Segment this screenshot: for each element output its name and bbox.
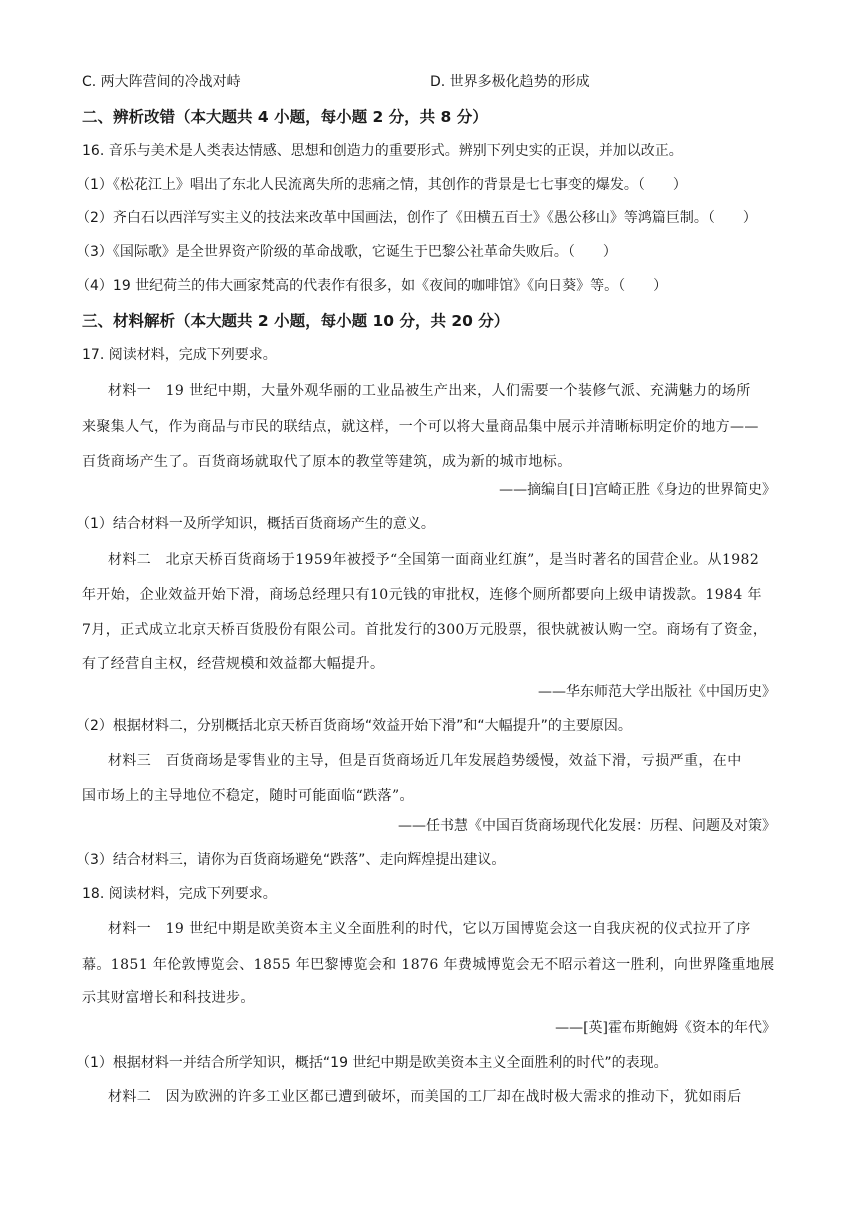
q18-material-2-line: 材料二 因为欧洲的许多工业区都已遭到破坏，而美国的工厂却在战时极大需求的推动下，犹如雨后 xyxy=(108,1089,742,1105)
q17-question-2: （2）根据材料二，分别概括北京天桥百货商场“效益开始下滑”和“大幅提升”的主要原因。 xyxy=(76,718,632,734)
q16-item-4: （4）19 世纪荷兰的伟大画家梵高的代表作有很多，如《夜间的咖啡馆》《向日葵》等。（ ） xyxy=(76,278,668,294)
q17-material-1-source: ——摘编自[日]宫崎正胜《身边的世界简史》 xyxy=(499,482,776,498)
q17-material-2-line: 有了经营自主权，经营规模和效益都大幅提升。 xyxy=(82,656,385,672)
q16-item-3: （3）《国际歌》是全世界资产阶级的革命战歌，它诞生于巴黎公社革命失败后。（ ） xyxy=(76,244,617,260)
q16-item-1: （1）《松花江上》唱出了东北人民流离失所的悲痛之情，其创作的背景是七七事变的爆发。（ ） xyxy=(76,177,687,193)
q18-question-1: （1）根据材料一并结合所学知识，概括“19 世纪中期是欧美资本主义全面胜利的时代”的表现。 xyxy=(76,1055,668,1071)
q17-material-1-line: 材料一 19 世纪中期，大量外观华丽的工业品被生产出来，人们需要一个装修气派、充满魅力的场所 xyxy=(108,383,751,399)
q17-material-2-source: ——华东师范大学出版社《中国历史》 xyxy=(538,684,776,700)
q18-stem: 18. 阅读材料，完成下列要求。 xyxy=(82,886,277,902)
q17-material-2-line: 年开始，企业效益开始下滑，商场总经理只有10元钱的审批权，连修个厕所都要向上级申请拨款。1984 年 xyxy=(82,587,762,603)
q17-stem: 17. 阅读材料，完成下列要求。 xyxy=(82,347,277,363)
q17-question-1: （1）结合材料一及所学知识，概括百货商场产生的意义。 xyxy=(76,516,435,532)
section-2-heading: 二、辨析改错（本大题共 4 小题，每小题 2 分，共 8 分） xyxy=(82,108,488,126)
q16-stem: 16. 音乐与美术是人类表达情感、思想和创造力的重要形式。辨别下列史实的正误，并加以改正。 xyxy=(82,143,683,159)
option-c: C. 两大阵营间的冷战对峙 xyxy=(82,74,241,90)
q17-material-3-line: 材料三 百货商场是零售业的主导，但是百货商场近几年发展趋势缓慢，效益下滑，亏损严重，在中 xyxy=(108,753,742,769)
q18-material-1-source: ——[英]霍布斯鲍姆《资本的年代》 xyxy=(555,1020,776,1036)
q18-material-1-line: 幕。1851 年伦敦博览会、1855 年巴黎博览会和 1876 年费城博览会无不昭示着这一胜利，向世界隆重地展 xyxy=(82,957,775,973)
q18-material-1-line: 示其财富增长和科技进步。 xyxy=(82,990,255,1006)
q17-material-2-line: 7月，正式成立北京天桥百货股份有限公司。首批发行的300万元股票，很快就被认购一空。商场有了资金， xyxy=(82,622,768,638)
q17-material-3-line: 国市场上的主导地位不稳定，随时可能面临“跌落”。 xyxy=(82,788,414,804)
q17-material-3-source: ——任书慧《中国百货商场现代化发展：历程、问题及对策》 xyxy=(398,818,776,834)
q17-material-1-line: 来聚集人气，作为商品与市民的联结点，就这样，一个可以将大量商品集中展示并清晰标明定价的地方—— xyxy=(82,419,759,435)
q17-material-1-line: 百货商场产生了。百货商场就取代了原本的教堂等建筑，成为新的城市地标。 xyxy=(82,454,572,470)
q17-question-3: （3）结合材料三，请你为百货商场避免“跌落”、走向辉煌提出建议。 xyxy=(76,852,506,868)
section-3-heading: 三、材料解析（本大题共 2 小题，每小题 10 分，共 20 分） xyxy=(82,312,510,330)
q16-item-2: （2）齐白石以西洋写实主义的技法来改革中国画法，创作了《田横五百士》《愚公移山》等鸿篇巨制。（ ） xyxy=(76,210,757,226)
q18-material-1-line: 材料一 19 世纪中期是欧美资本主义全面胜利的时代，它以万国博览会这一自我庆祝的仪式拉开了序 xyxy=(108,921,751,937)
q17-material-2-line: 材料二 北京天桥百货商场于1959年被授予“全国第一面商业红旗”，是当时著名的国营企业。从1982 xyxy=(108,552,760,568)
option-d: D. 世界多极化趋势的形成 xyxy=(430,74,590,90)
